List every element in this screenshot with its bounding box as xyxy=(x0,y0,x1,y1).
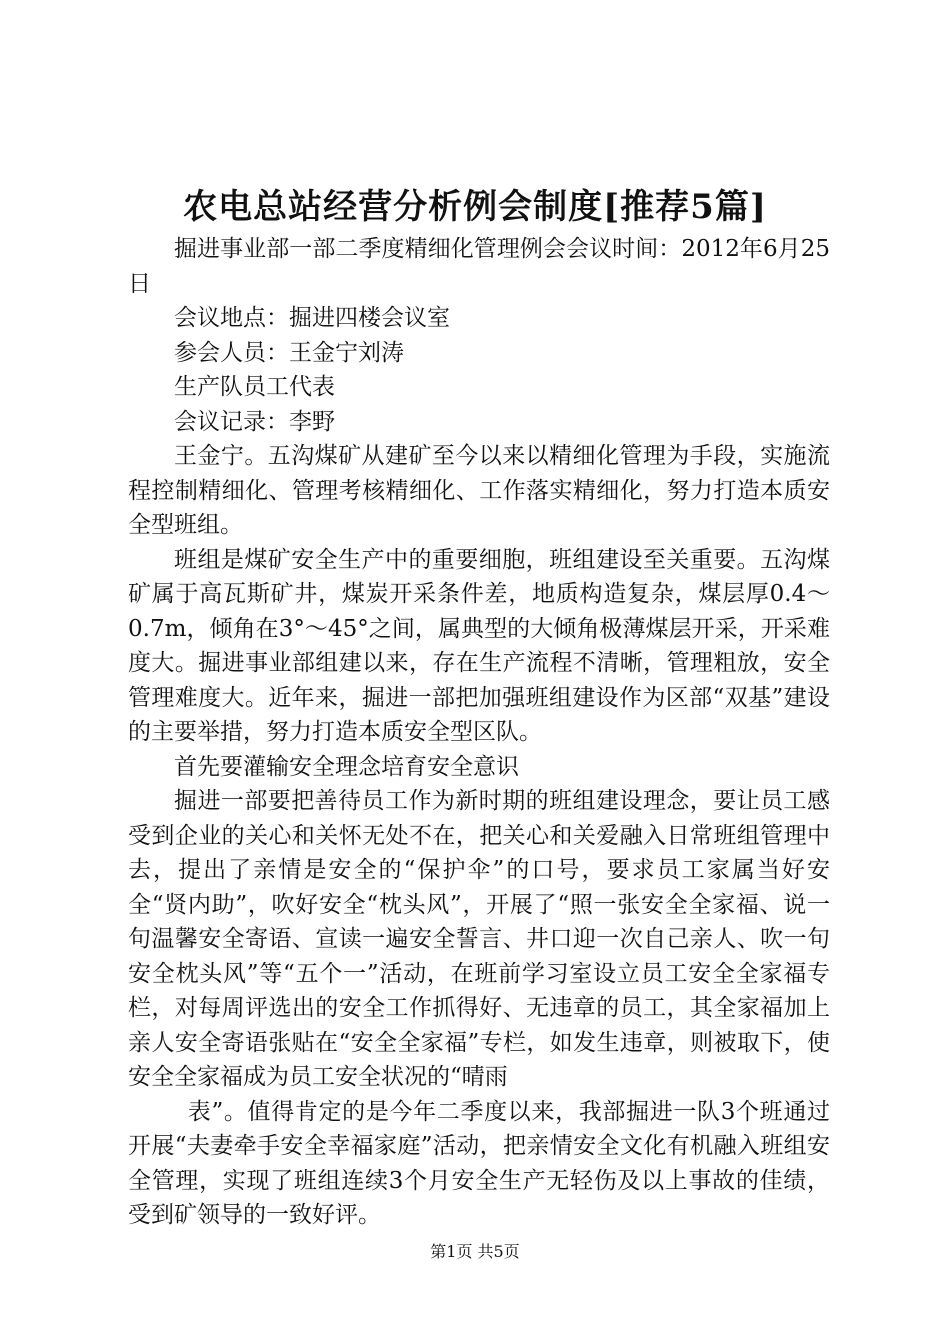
paragraph-results: 表”。值得肯定的是今年二季度以来，我部掘进一队3个班通过开展“夫妻牵手安全幸福家庭”活动，把亲情安全文化有机融入班组安全管理，实现了班组连续3个月安全生产无轻伤及以上事故的佳绩，受到矿领导的一致好评。 xyxy=(128,1098,830,1228)
paragraph-recorder: 会议记录：李野 xyxy=(174,408,335,435)
paragraph-attendees-cont: 生产队员工代表 xyxy=(174,374,335,400)
paragraph-intro: 王金宁。五沟煤矿从建矿至今以来以精细化管理为手段，实施流程控制精细化、管理考核精细化、工作落实精细化，努力打造本质安全型班组。 xyxy=(128,443,830,538)
paragraph-heading: 首先要灌输安全理念培育安全意识 xyxy=(174,753,519,780)
paragraph-measures: 掘进一部要把善待员工作为新时期的班组建设理念，要让员工感受到企业的关心和关怀无处不在，把关心和关爱融入日常班组管理中去，提出了亲情是安全的“保护伞”的口号，要求员工家属当好安全“贤内助”，吹好安全“枕头风”，开展了“照一张安全全家福、说一句温馨安全寄语、宣读一遍安全誓言、井口迎一次自己亲人、吹一句安全枕头风”等“五个一”活动，在班前学习室设立员工安全全家福专栏，对每周评选出的安全工作抓得好、无违章的员工，其全家福加上亲人安全寄语张贴在“安全全家福”专栏，如发生违章，则被取下，使安全全家福成为员工安全状况的“晴雨 xyxy=(128,788,830,1090)
paragraph-attendees: 参会人员：王金宁刘涛 xyxy=(174,339,404,366)
page-footer: 第1页 共5页 xyxy=(430,1242,520,1261)
document-title: 农电总站经营分析例会制度[推荐5篇] xyxy=(183,187,767,227)
paragraph-meeting-place: 会议地点：掘进四楼会议室 xyxy=(174,305,450,331)
document-body xyxy=(128,232,830,1233)
paragraph-meeting-time: 掘进事业部一部二季度精细化管理例会会议时间：2012年6月25日 xyxy=(128,236,830,297)
paragraph-background: 班组是煤矿安全生产中的重要细胞，班组建设至关重要。五沟煤矿属于高瓦斯矿井，煤炭开采条件差，地质构造复杂，煤层厚0.4～0.7m，倾角在3°～45°之间，属典型的大倾角极薄煤层开采，开采难度大。掘进事业部组建以来，存在生产流程不清晰，管理粗放，安全管理难度大。近年来，掘进一部把加强班组建设作为区部“双基”建设的主要举措，努力打造本质安全型区队。 xyxy=(128,546,830,745)
